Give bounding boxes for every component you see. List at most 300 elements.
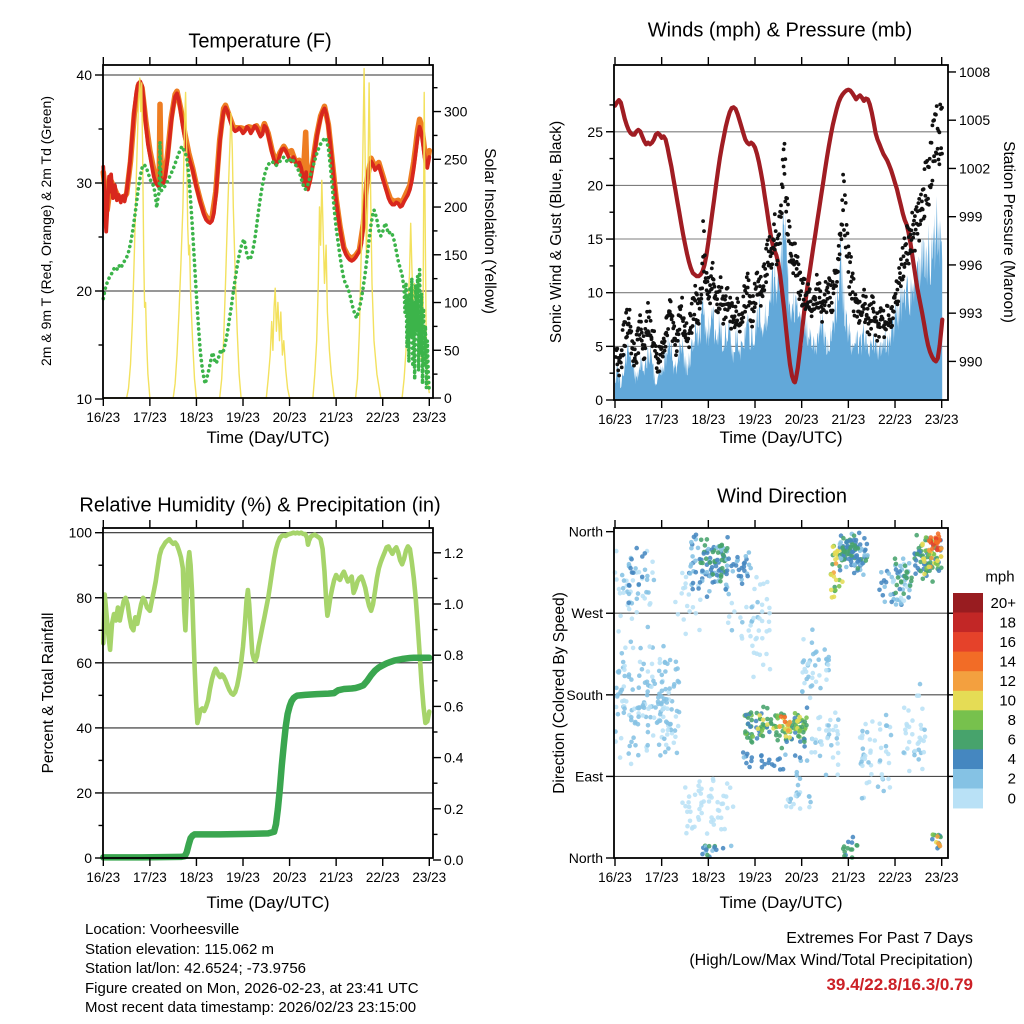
gust-dot — [765, 243, 769, 247]
gust-dot — [874, 333, 878, 337]
wind-direction-dot — [907, 740, 912, 745]
gust-dot — [877, 335, 881, 339]
wind-direction-dot — [761, 722, 766, 727]
wind-direction-dot — [616, 692, 621, 697]
wind-direction-dot — [845, 846, 850, 851]
tick-label: 60 — [76, 654, 92, 671]
gust-dot — [699, 293, 703, 297]
gust-dot — [858, 300, 862, 304]
wind-direction-dot — [833, 557, 838, 562]
wind-direction-dot — [715, 558, 720, 563]
wind-direction-dot — [929, 556, 934, 561]
gust-dot — [797, 297, 801, 301]
gust-dot — [840, 237, 844, 241]
wind-direction-dot — [838, 568, 843, 573]
gust-dot — [780, 211, 784, 215]
wind-direction-dot — [836, 717, 841, 722]
temperature-y-left-label: 2m & 9m T (Red, Orange) & 2m Td (Green) — [38, 96, 54, 366]
wind-direction-dot — [721, 553, 726, 558]
wind-direction-dot — [657, 743, 662, 748]
gust-dot — [684, 332, 688, 336]
wind-direction-dot — [637, 685, 642, 690]
gust-dot — [687, 345, 691, 349]
gust-dot — [781, 185, 785, 189]
gust-dot — [891, 316, 895, 320]
gust-dot — [769, 266, 773, 270]
wind-direction-dot — [765, 722, 770, 727]
wind-direction-dot — [877, 588, 882, 593]
wind-direction-dot — [677, 710, 682, 715]
gust-dot — [779, 215, 783, 219]
day-tick-label: 19/23 — [738, 412, 772, 427]
gust-dot — [783, 157, 787, 161]
colorbar-segment — [953, 730, 983, 750]
gust-dot — [826, 286, 830, 290]
wind-direction-dot — [624, 699, 629, 704]
wind-direction-dot — [818, 754, 823, 759]
gust-dot — [705, 271, 709, 275]
day-tick-label: 22/23 — [878, 412, 912, 427]
tick-label: 20 — [76, 784, 92, 801]
gust-dot — [930, 183, 934, 187]
wind-direction-dot — [914, 533, 919, 538]
colorbar-label: 18 — [999, 614, 1016, 632]
gust-dot — [615, 347, 619, 351]
wind-direction-dot — [801, 637, 806, 642]
gust-dot — [933, 159, 937, 163]
wind-direction-dot — [636, 753, 641, 758]
wind-direction-dot — [630, 687, 635, 692]
wind-direction-dot — [828, 718, 833, 723]
wind-direction-dot — [816, 657, 821, 662]
wind-direction-dot — [680, 571, 685, 576]
gust-dot — [743, 310, 747, 314]
wind-direction-dot — [749, 759, 754, 764]
wind-direction-dot — [750, 734, 755, 739]
wind-direction-dot — [634, 546, 639, 551]
gust-dot — [639, 320, 643, 324]
extremes-subtitle: (High/Low/Max Wind/Total Precipitation) — [689, 952, 973, 969]
gust-dot — [697, 322, 701, 326]
wind-direction-dot — [660, 680, 665, 685]
day-tick-label: 21/23 — [831, 412, 866, 427]
wind-direction-dot — [694, 570, 699, 575]
wind-direction-dot — [750, 644, 755, 649]
wind-direction-dot — [668, 722, 673, 727]
wind-direction-dot — [681, 586, 686, 591]
gust-dot — [759, 275, 763, 279]
wind-direction-dot — [702, 551, 707, 556]
wind-direction-dot — [708, 560, 713, 565]
gust-dot — [840, 198, 844, 202]
gust-dot — [666, 327, 670, 331]
gust-dot — [643, 343, 647, 347]
wind-direction-dot — [919, 723, 924, 728]
gust-dot — [931, 124, 935, 128]
wind-direction-dot — [742, 755, 747, 760]
wind-direction-dot — [846, 840, 851, 845]
tick-label: 20 — [587, 177, 603, 194]
gust-dot — [629, 325, 633, 329]
wind-direction-dot — [852, 533, 857, 538]
gust-dot — [820, 320, 824, 324]
wind-direction-dot — [891, 578, 896, 583]
wind-direction-dot — [737, 568, 742, 573]
gust-dot — [654, 344, 658, 348]
wind-direction-dot — [640, 554, 645, 559]
gust-dot — [837, 258, 841, 262]
wind-direction-dot — [818, 686, 823, 691]
wind-direction-dot — [860, 733, 865, 738]
gust-dot — [663, 349, 667, 353]
wind-direction-dot — [810, 640, 815, 645]
wind-direction-dot — [642, 596, 647, 601]
gust-dot — [832, 292, 836, 296]
wind-direction-dot — [667, 690, 672, 695]
gust-dot — [903, 236, 907, 240]
tick-label: 200 — [444, 199, 468, 216]
wind-direction-dot — [913, 749, 918, 754]
wind-direction-dot — [664, 697, 669, 702]
wind-direction-dot — [895, 597, 900, 602]
wind-direction-dot — [883, 600, 888, 605]
gust-dot — [715, 303, 719, 307]
day-tick-label: 21/23 — [319, 870, 354, 885]
wind-direction-dot — [894, 602, 899, 607]
wind-direction-dot — [622, 706, 627, 711]
wind-direction-dot — [744, 761, 749, 766]
gust-dot — [935, 152, 939, 156]
gust-dot — [905, 259, 909, 263]
wind-direction-dot — [679, 591, 684, 596]
wind-direction-dot — [704, 556, 709, 561]
gust-dot — [910, 229, 914, 233]
tick-label: 0 — [595, 392, 603, 408]
gust-dot — [683, 329, 687, 333]
humidity-y-left-label: Percent & Total Rainfall — [40, 612, 57, 774]
wind-direction-dot — [709, 787, 714, 792]
gust-dot — [711, 261, 715, 265]
gust-dot — [750, 325, 754, 329]
wind-direction-dot — [905, 570, 910, 575]
colorbar-label: 16 — [999, 633, 1016, 651]
gust-dot — [806, 282, 810, 286]
wind-direction-dot — [913, 571, 918, 576]
tick-label: East — [574, 768, 603, 785]
wind-direction-dot — [935, 548, 940, 553]
gust-dot — [729, 327, 733, 331]
gust-dot — [708, 302, 712, 306]
wind-direction-dot — [935, 834, 940, 839]
wind-direction-dot — [687, 609, 692, 614]
wind-direction-dot — [780, 746, 785, 751]
wind-direction-dot — [817, 673, 822, 678]
gust-dot — [915, 205, 919, 209]
wind-direction-dot — [818, 715, 823, 720]
wind-direction-dot — [863, 722, 868, 727]
wind-direction-dot — [927, 565, 932, 570]
wind-direction-dot — [870, 719, 875, 724]
wind-direction-dot — [751, 616, 756, 621]
gust-dot — [910, 211, 914, 215]
wind-direction-dot — [833, 588, 838, 593]
gust-dot — [862, 288, 866, 292]
wind-direction-dot — [667, 686, 672, 691]
gust-dot — [734, 305, 738, 309]
wind-direction-dot — [920, 707, 925, 712]
wind-direction-dot — [725, 535, 730, 540]
gust-dot — [733, 314, 737, 318]
wind-direction-dot — [699, 811, 704, 816]
wind-direction-dot — [663, 660, 668, 665]
gust-dot — [619, 361, 623, 365]
gust-dot — [633, 347, 637, 351]
wind-direction-dot — [841, 847, 846, 852]
tick-label: 20 — [76, 283, 92, 299]
wind-direction-dot — [750, 740, 755, 745]
tick-label: 150 — [444, 246, 468, 263]
wind-direction-dot — [858, 542, 863, 547]
wind-direction-dot — [745, 752, 750, 757]
colorbar-title: mph — [985, 568, 1015, 586]
gust-dot — [741, 316, 745, 320]
tick-label: 5 — [595, 338, 603, 355]
gust-dot — [762, 288, 766, 292]
wind-direction-dot — [658, 712, 663, 717]
wind-direction-dot — [646, 723, 651, 728]
wind-direction-dot — [691, 605, 696, 610]
wind-direction-dot — [906, 708, 911, 713]
wind-direction-dot — [705, 594, 710, 599]
gust-dot — [755, 285, 759, 289]
gust-dot — [896, 300, 900, 304]
gust-dot — [772, 238, 776, 242]
wind-direction-dot — [803, 719, 808, 724]
wind-direction-dot — [876, 784, 881, 789]
wind-direction-dot — [727, 614, 732, 619]
wind-direction-dot — [629, 762, 634, 767]
wind-direction-dot — [861, 746, 866, 751]
wind-direction-dot — [731, 804, 736, 809]
wind-direction-dot — [798, 806, 803, 811]
wind-direction-dot — [729, 844, 734, 849]
wind-direction-dot — [707, 589, 712, 594]
wind-direction-dot — [629, 740, 634, 745]
gust-dot — [798, 294, 802, 298]
gust-dot — [636, 351, 640, 355]
gust-dot — [647, 315, 651, 319]
gust-dot — [848, 260, 852, 264]
day-tick-label: 17/23 — [644, 870, 679, 885]
wind-direction-dot — [822, 647, 827, 652]
gust-dot — [884, 328, 888, 332]
wind-direction-dot — [916, 757, 921, 762]
wind-direction-dot — [675, 666, 680, 671]
wind-direction-dot — [701, 799, 706, 804]
tick-label: 25 — [587, 123, 603, 140]
gust-dot — [719, 275, 723, 279]
wind-direction-dot — [751, 675, 756, 680]
wind-direction-dot — [862, 536, 867, 541]
wind-direction-dot — [650, 560, 655, 565]
gust-dot — [629, 352, 633, 356]
wind-direction-dot — [787, 735, 792, 740]
wind-direction-dot — [748, 566, 753, 571]
tick-label: 0 — [444, 390, 452, 406]
wind-direction-dot — [796, 734, 801, 739]
gust-dot — [797, 262, 801, 266]
gust-dot — [720, 286, 724, 290]
gust-dot — [661, 355, 665, 359]
gust-dot — [752, 310, 756, 314]
wind-direction-dot — [758, 653, 763, 658]
wind-direction-dot — [885, 723, 890, 728]
gust-dot — [650, 337, 654, 341]
wind-direction-dot — [752, 587, 757, 592]
wind-direction-dot — [683, 581, 688, 586]
wind-direction-dot — [796, 783, 801, 788]
wind-direction-dot — [852, 562, 857, 567]
wind-direction-dot — [802, 740, 807, 745]
humidity-x-label: Time (Day/UTC) — [206, 893, 330, 912]
wind-direction-dot — [808, 696, 813, 701]
wind-direction-dot — [839, 556, 844, 561]
gust-dot — [663, 339, 667, 343]
wind-direction-dot — [668, 658, 673, 663]
gust-dot — [823, 293, 827, 297]
gust-dot — [847, 285, 851, 289]
wind-direction-dot — [699, 803, 704, 808]
gust-dot — [753, 305, 757, 309]
gust-dot — [890, 324, 894, 328]
wind-direction-dot — [835, 741, 840, 746]
gust-dot — [852, 277, 856, 281]
gust-dot — [927, 165, 931, 169]
direction-chart-title: Wind Direction — [716, 485, 848, 508]
wind-direction-dot — [656, 719, 661, 724]
day-tick-label: 23/23 — [412, 410, 447, 425]
gust-dot — [845, 223, 849, 227]
wind-direction-dot — [801, 660, 806, 665]
wind-direction-dot — [851, 835, 856, 840]
gust-dot — [679, 304, 683, 308]
wind-direction-dot — [653, 682, 658, 687]
wind-direction-dot — [663, 750, 668, 755]
day-tick-label: 21/23 — [831, 870, 866, 885]
gust-dot — [922, 187, 926, 191]
gust-dot — [777, 232, 781, 236]
wind-direction-dot — [776, 757, 781, 762]
gust-dot — [793, 242, 797, 246]
wind-direction-dot — [765, 717, 770, 722]
day-tick-label: 19/23 — [226, 410, 260, 425]
wind-direction-dot — [665, 732, 670, 737]
colorbar-segment — [953, 710, 983, 730]
wind-direction-dot — [906, 595, 911, 600]
wind-direction-dot — [927, 539, 932, 544]
wind-direction-dot — [798, 728, 803, 733]
gust-dot — [846, 232, 850, 236]
wind-direction-dot — [901, 556, 906, 561]
gust-dot — [938, 131, 942, 135]
wind-direction-dot — [850, 550, 855, 555]
wind-direction-dot — [834, 561, 839, 566]
wind-direction-dot — [637, 582, 642, 587]
wind-direction-dot — [620, 573, 625, 578]
gust-dot — [818, 296, 822, 300]
tick-label: 990 — [959, 353, 983, 370]
wind-direction-dot — [721, 794, 726, 799]
gust-dot — [875, 339, 879, 343]
gust-dot — [871, 295, 875, 299]
wind-direction-dot — [840, 579, 845, 584]
gust-dot — [658, 360, 662, 364]
gust-dot — [890, 305, 894, 309]
wind-direction-dot — [685, 824, 690, 829]
gust-dot — [764, 280, 768, 284]
wind-direction-dot — [908, 584, 913, 589]
plot-frame — [103, 528, 433, 858]
wind-direction-dot — [626, 601, 631, 606]
wind-direction-dot — [834, 578, 839, 583]
wind-direction-dot — [636, 591, 641, 596]
wind-direction-dot — [819, 739, 824, 744]
tick-label: 1.2 — [444, 544, 464, 561]
day-tick-label: 20/23 — [784, 412, 819, 427]
wind-direction-dot — [804, 715, 809, 720]
wind-direction-dot — [767, 620, 772, 625]
tick-label: 15 — [587, 231, 603, 248]
wind-direction-dot — [673, 600, 678, 605]
tick-label: 0.0 — [444, 852, 464, 868]
wind-direction-dot — [622, 674, 627, 679]
gust-dot — [732, 318, 736, 322]
gust-dot — [844, 201, 848, 205]
wind-direction-dot — [928, 560, 933, 565]
gust-dot — [735, 297, 739, 301]
wind-direction-dot — [824, 668, 829, 673]
gust-dot — [840, 223, 844, 227]
wind-direction-dot — [810, 737, 815, 742]
gust-dot — [886, 304, 890, 308]
wind-direction-dot — [831, 728, 836, 733]
wind-direction-dot — [844, 565, 849, 570]
gust-dot — [837, 244, 841, 248]
temperature-x-label: Time (Day/UTC) — [206, 428, 330, 447]
wind-direction-dot — [805, 705, 810, 710]
tick-label: 300 — [444, 103, 468, 120]
wind-direction-dot — [708, 794, 713, 799]
wind-direction-dot — [798, 739, 803, 744]
wind-direction-dot — [687, 794, 692, 799]
gust-dot — [672, 324, 676, 328]
gust-dot — [786, 233, 790, 237]
day-tick-label: 17/23 — [132, 870, 167, 885]
gust-dot — [813, 298, 817, 302]
temperature-chart-title: Temperature (F) — [188, 30, 332, 53]
wind-direction-dot — [898, 587, 903, 592]
wind-direction-dot — [693, 793, 698, 798]
wind-direction-dot — [684, 831, 689, 836]
gust-dot — [698, 307, 702, 311]
gust-dot — [931, 179, 935, 183]
wind-direction-dot — [761, 663, 766, 668]
wind-direction-dot — [922, 750, 927, 755]
wind-direction-dot — [824, 773, 829, 778]
wind-direction-dot — [645, 743, 650, 748]
wind-direction-dot — [661, 644, 666, 649]
wind-direction-dot — [907, 769, 912, 774]
